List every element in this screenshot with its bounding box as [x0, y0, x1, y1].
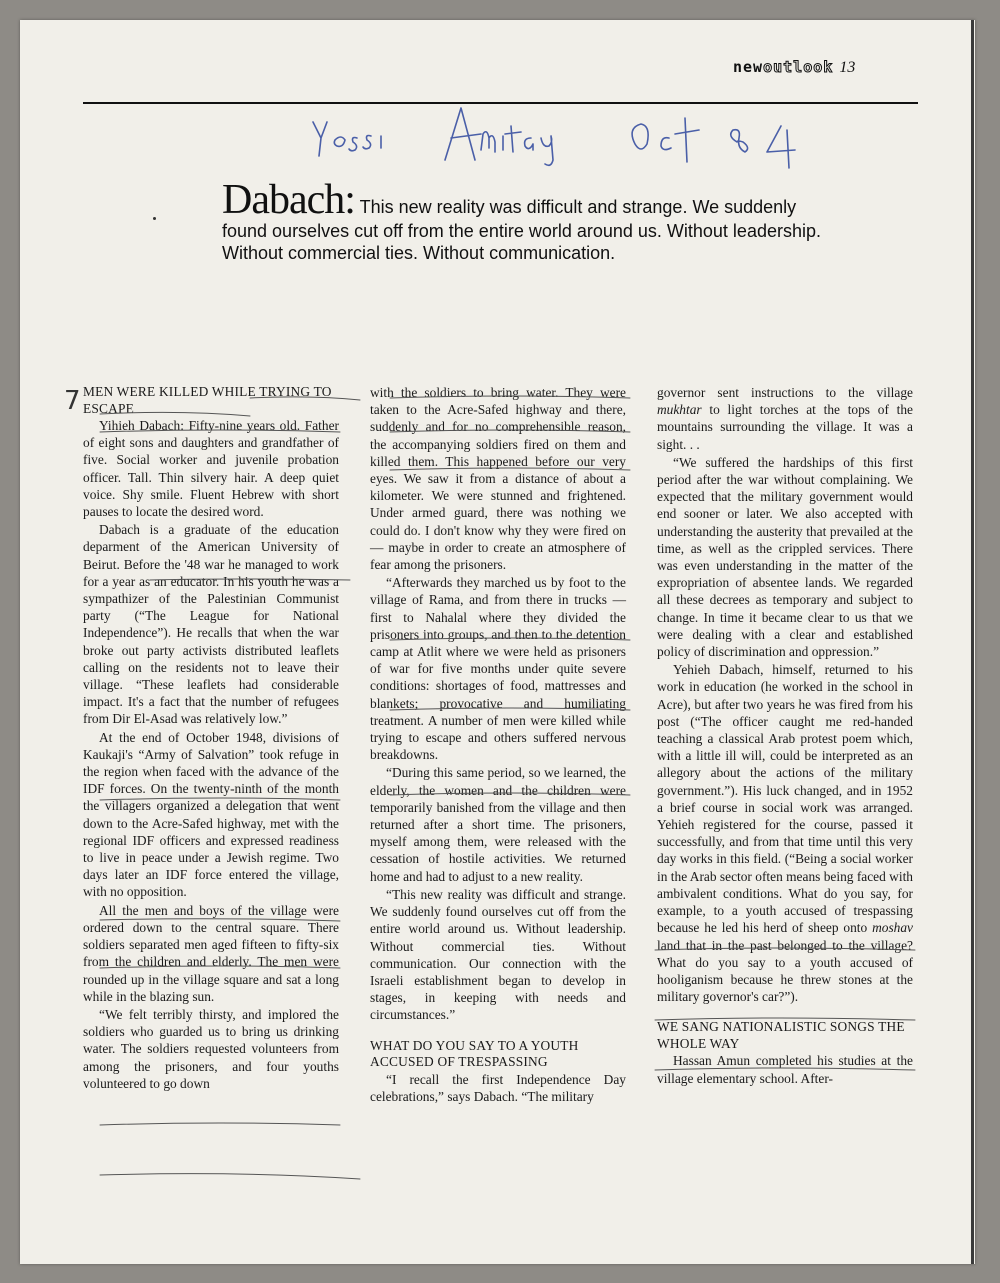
paragraph: At the end of October 1948, divisions of Kaukaji's “Army of Salvation” took refuge in the region when faced with the advance of the IDF forces. On the twenty-ninth of the month the villagers organized a delegation that went down to the Acre-Safed highway, met with the regional IDF officers and expressed readiness to live in peace under a Jewish regime. Two days later an IDF force entered the village, with no opposition.: [83, 729, 339, 900]
page-number: 13: [839, 59, 856, 76]
paragraph: Yehieh Dabach, himself, returned to his work in education (he worked in the school in Acre), but after two years he was fired from his post (“The officer caught me red-handed teaching a classical Arab protest poem which, with a little ill will, could be interpreted as an allegory about the actions of the military government.”). His luck changed, and in 1952 a brief course in social work was arranged. Yehieh registered for the course, passed it successfully, and from that time until this very day works in this field. (“Being a social worker in the Arab sector often means being faced with ambivalent conditions. What do you say, for example, to a youth accused of trespassing because he led his herd of sheep onto moshav land that in the past belonged to the village? What do you say to a youth accused of hooliganism because he threw stones at the military governor's car?”).: [657, 662, 913, 1005]
paragraph: “We felt terribly thirsty, and implored the soldiers who guarded us to bring us drinking water. The soldiers requested volunteers from among the prisoners, and four youths volunteered to go down: [83, 1006, 339, 1091]
handwritten-note: [305, 115, 313, 116]
speck: [153, 217, 156, 220]
article-column-2: [370, 384, 626, 1105]
article-column-3: [657, 384, 913, 1087]
paragraph: Hassan Amun completed his studies at the village elementary school. After-: [657, 1053, 913, 1086]
paragraph: governor sent instructions to the village mukhtar to light torches at the tops of the mountains surrounding the village. It was a sight. . .: [657, 385, 913, 452]
paragraph: “During this same period, so we learned, the elderly, the women and the children were temporarily banished from the village and then returned after a short time. The prisoners, myself among them, were released with the cessation of hostile activities. We returned home and had to adjust to a new reality.: [370, 765, 626, 884]
paragraph: “Afterwards they marched us by foot to the village of Rama, and from there in trucks — first to Nahalal where they divided the prisoners into groups, and then to the detention camp at Atlit where we were held as prisoners of war for five months under quite severe conditions: shortages of food, mattresses and blankets; provocative and humiliating treatment. A number of men were killed while trying to escape and others suffered nervous breakdowns.: [370, 575, 626, 763]
page-edge: [971, 20, 974, 1264]
paragraph: Dabach is a graduate of the education deparment of the American University of Beirut. Before the '48 war he managed to work for a year as an educator. In his youth he was a sympathizer of the Palestinian Communist party (“The League for National Independence”). He recalls that when the war broke out party activists distributed leaflets calling on the residents not to leave their village. “These leaflets had considerable impact. It's a fact that the number of refugees from Dir El-Asad was relatively low.”: [83, 522, 339, 727]
paragraph: “We suffered the hardships of this first period after the war without complaining. We expected that the military government would end sooner or later. We also accepted with understanding the austerity that prevailed at the time, as well as the crippled services. There was even understanding in the matter of the expropriation of absentee lands. We regarded all these decrees as temporary and subject to change. In time it became clear to us that we were dealing with a clear and established policy of discrimination and oppression.”: [657, 454, 913, 660]
headline-name: Dabach:: [222, 177, 355, 223]
headline-deck: This new reality was difficult and strange. We suddenly found ourselves cut off from the entire world around us. Without leadership. Without commercial ties. Without communication.: [222, 197, 821, 263]
section-heading: WHAT DO YOU SAY TO A YOUTH ACCUSED OF TRESPASSING: [370, 1037, 579, 1070]
magazine-logo: newoutlook: [733, 58, 834, 76]
article-headline: [222, 177, 822, 264]
paragraph: with the soldiers to bring water. They were taken to the Acre-Safed highway and there, suddenly and for no comprehensible reason, the accompanying soldiers fired on them and killed them. This happened before our very eyes. We saw it from a distance of about a kilometer. We were stunned and frightened. Under armed guard, there was nothing we could do. I don't know why they were fired on — maybe in order to create an atmosphere of fear among the prisoners.: [370, 385, 626, 573]
paragraph: “This new reality was difficult and strange. We suddenly found ourselves cut off from the entire world around us. Without leadership. Without commercial ties. Without communication. Our connection with the Israeli establishment began to develop in stages, in keeping with needs and circumstances.”: [370, 886, 626, 1023]
paragraph: All the men and boys of the village were ordered down to the central square. There soldiers separated men aged fifteen to fifty-six from the children and elderly. The men were rounded up in the village square and sat a long while in the blazing sun.: [83, 902, 339, 1004]
paragraph: “I recall the first Independence Day celebrations,” says Dabach. “The military: [370, 1071, 626, 1104]
handwritten-note-image: [305, 100, 825, 180]
section-heading: MEN WERE KILLED WHILE TRYING TO ESCAPE: [83, 384, 332, 416]
article-column-1: [83, 384, 339, 1092]
paragraph: Yihieh Dabach: Fifty-nine years old. Father of eight sons and daughters and grandfather of five. Social worker and juvenile probation officer. Tall. Thin silvery hair. A deep quiet voice. Shy smile. Fluent Hebrew with short pauses to locate the desired word.: [83, 418, 339, 520]
section-heading: WE SANG NATIONALISTIC SONGS THE WHOLE WAY: [657, 1019, 905, 1051]
pencil-mark: 7: [64, 386, 81, 416]
masthead: [733, 58, 855, 80]
